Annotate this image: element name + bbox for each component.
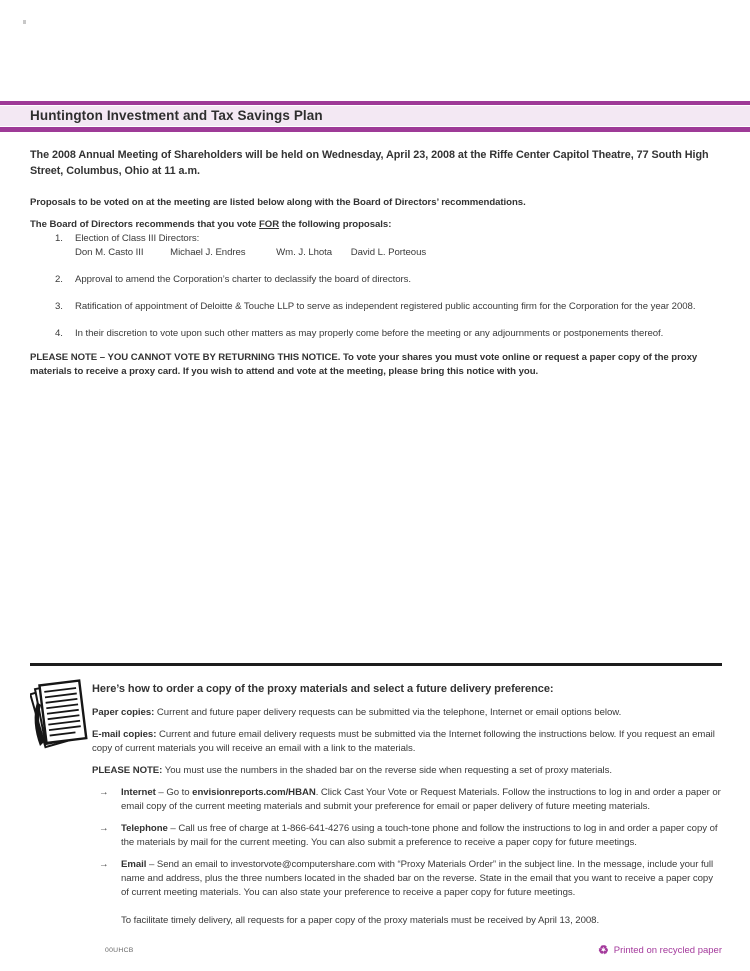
proposal-text: Election of Class III Directors: [75,233,200,244]
proposal-number: 2. [55,274,63,285]
proposal-number: 3. [55,301,63,312]
proposal-text: Approval to amend the Corporation’s charter to declassify the board of directors. [75,274,411,285]
envisionreports-url: envisionreports.com/HBAN [192,787,316,798]
proposal-text: In their discretion to vote upon such other matters as may properly come before the meeting or any adjournments or postponements thereof. [75,328,664,339]
print-artifact [23,20,26,24]
documents-stack-icon [30,741,88,758]
director-name: David L. Porteous [350,247,427,258]
meeting-announcement: The 2008 Annual Meeting of Shareholders will be held on Wednesday, April 23, 2008 at the Riffe Center Capitol Theatre, 77 South High Street, Columbus, Ohio at 11 a.m. [30,149,709,177]
for-underlined: FOR [258,219,280,230]
director-name: Michael J. Endres [170,247,246,258]
deadline-note: To facilitate timely delivery, all requests for a paper copy of the proxy materials must be received by April 13, 2008. [121,915,600,926]
internet-option: → Internet – Go to envisionreports.com/HBAN. Click Cast Your Vote or Request Materials. Follow the instructions to log in and order a paper or email copy of the current meeting materials and submit your preference for email or paper delivery of future meeting materials. [92,786,722,814]
recycle-icon: ♻ [597,943,609,957]
form-code: 00UHCB [105,946,134,954]
cannot-vote-notice: PLEASE NOTE – YOU CANNOT VOTE BY RETURNING THIS NOTICE. To vote your shares you must vote online or request a paper copy of the proxy materials to receive a proxy card. If you wish to attend and vote at the meeting, please bring this notice with you. [30,352,698,377]
plan-title: Huntington Investment and Tax Savings Plan [30,108,323,123]
telephone-option: → Telephone – Call us free of charge at 1-866-641-4276 using a touch-tone phone and follow the instructions to log in and order a paper copy of the materials by mail for the current meeting. You can also submit a preference to receive a paper copy for future meetings. [92,822,722,850]
please-note-paragraph: PLEASE NOTE: You must use the numbers in the shaded bar on the reverse side when requesting a set of proxy materials. [92,765,612,776]
director-names [75,246,722,260]
proposal-item-1 [30,232,722,260]
recycled-paper-note: ♻ Printed on recycled paper [597,943,722,957]
plan-title-band [0,101,750,132]
director-name: Wm. J. Lhota [276,247,333,258]
section-divider [30,663,722,666]
order-heading: Here’s how to order a copy of the proxy materials and select a future delivery preference: [92,683,554,695]
proposal-number: 4. [55,328,63,339]
paper-copies-paragraph: Paper copies: Current and future paper delivery requests can be submitted via the telephone, Internet or email options below. [92,707,622,718]
email-copies-paragraph: E-mail copies: Current and future email delivery requests must be submitted via the Internet following the instructions below. If you request an email copy of current materials you will receive an email with a link to the materials. [92,729,715,754]
meeting-content [30,147,722,379]
order-instructions-section [30,674,722,928]
director-name: Don M. Casto III [75,247,144,258]
proposal-text: Ratification of appointment of Deloitte & Touche LLP to serve as independent registered public accounting firm for the Corporation for the year 2008. [75,301,696,312]
arrow-icon: → [99,787,109,798]
board-recommendation: The Board of Directors recommends that you vote FOR the following proposals: [30,219,392,230]
arrow-icon: → [99,823,109,834]
email-option: → Email – Send an email to investorvote@computershare.com with “Proxy Materials Order” in the subject line. In the message, include your full name and address, plus the three numbers located in the shaded bar on the reverse. State in the email that you want to receive a paper copy of current meeting materials. You can also state your preference to receive a paper copy for future meetings. [92,858,722,900]
proposal-item-2 [30,273,722,287]
proposal-item-3 [30,300,722,314]
proposal-item-4 [30,327,722,341]
arrow-icon: → [99,859,109,870]
proposals-note: Proposals to be voted on at the meeting are listed below along with the Board of Directors’ recommendations. [30,197,526,208]
proposal-number: 1. [55,233,63,244]
page-footer [30,944,722,956]
